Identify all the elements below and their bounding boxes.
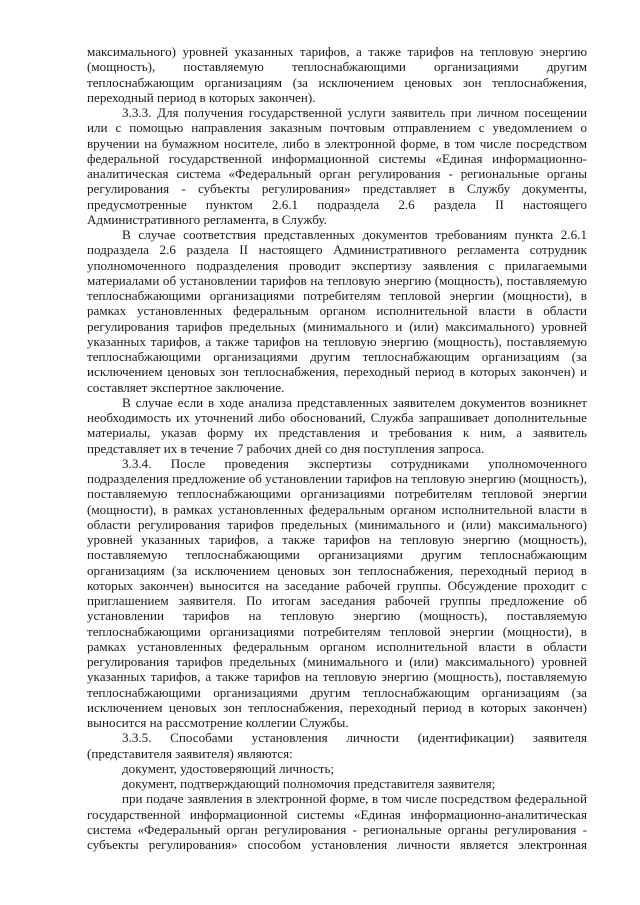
paragraph-last: при подаче заявления в электронной форме, в том числе посредством федеральной государственной информационной системы «Единая информационно-аналитическая система «Федеральный орган регулирования - региональные органы регулирования - субъекты регулирования» способом установления личности является электронная [87, 791, 587, 852]
paragraph: 3.3.4. После проведения экспертизы сотрудниками уполномоченного подразделения предложение об установлении тарифов на тепловую энергию (мощность), поставляемую теплоснабжающими организациями потребителям тепловой энергии (мощности), в рамках установленных федеральным органом исполнительной власти в области регулирования тарифов предельных (минимального и (или) максимального) уровней указанных тарифов, а также тарифов на тепловую энергию (мощность), поставляемую теплоснабжающими организациями другим теплоснабжающим организациям (за исключением ценовых зон теплоснабжения, переходный период в которых закончен) выносится на заседание рабочей группы. Обсуждение проходит с приглашением заявителя. По итогам заседания рабочей группы предложение об установлении тарифов на тепловую энергию (мощность), поставляемую теплоснабжающими организациями потребителям тепловой энергии (мощности), в рамках установленных федеральным органом исполнительной власти в области регулирования тарифов предельных (минимального и (или) максимального) уровней указанных тарифов, а также тарифов на тепловую энергию (мощность), поставляемую теплоснабжающими организациями другим теплоснабжающим организациям (за исключением ценовых зон теплоснабжения, переходный период в которых закончен) выносится на рассмотрение коллегии Службы. [87, 455, 587, 730]
paragraph: 3.3.5. Способами установления личности (идентификации) заявителя (представителя заявителя) являются: [87, 730, 587, 761]
paragraph: документ, удостоверяющий личность; [122, 760, 335, 776]
paragraph: документ, подтверждающий полномочия представителя заявителя; [122, 776, 496, 791]
paragraph: В случае если в ходе анализа представленных заявителем документов возникнет необходимость их уточнений либо обоснований, Служба запрашивает дополнительные материалы, указав форму их представления и требования к ним, а заявитель представляет их в течение 7 рабочих дней со дня поступления запроса. [87, 394, 587, 456]
document-page [87, 44, 587, 852]
paragraph: 3.3.3. Для получения государственной услуги заявитель при личном посещении или с помощью направления заказным почтовым отправлением с уведомлением о вручении на бумажном носителе, либо в электронной форме, в том числе посредством федеральной государственной информационной системы «Единая информационно-аналитическая система «Федеральный орган регулирования - региональные органы регулирования - субъекты регулирования» представляет в Службу документы, предусмотренные пунктом 2.6.1 подраздела 2.6 раздела II настоящего Административного регламента, в Службу. [87, 105, 587, 227]
paragraph: В случае соответствия представленных документов требованиям пункта 2.6.1 подраздела 2.6 раздела II настоящего Административного регламента сотрудник уполномоченного подразделения проводит экспертизу заявления с прилагаемыми материалами об установлении тарифов на тепловую энергию (мощность), поставляемую теплоснабжающими организациями потребителям тепловой энергии (мощности), в рамках установленных федеральным органом исполнительной власти в области регулирования тарифов предельных (минимального и (или) максимального) уровней указанных тарифов, а также тарифов на тепловую энергию (мощность), поставляемую теплоснабжающими организациями другим теплоснабжающим организациям (за исключением ценовых зон теплоснабжения, переходный период в которых закончен) и составляет экспертное заключение. [87, 227, 587, 395]
paragraph: максимального) уровней указанных тарифов, а также тарифов на тепловую энергию (мощность), поставляемую теплоснабжающими организациями другим теплоснабжающим организациям (за исключением ценовых зон теплоснабжения, переходный период в которых закончен). [87, 44, 587, 105]
